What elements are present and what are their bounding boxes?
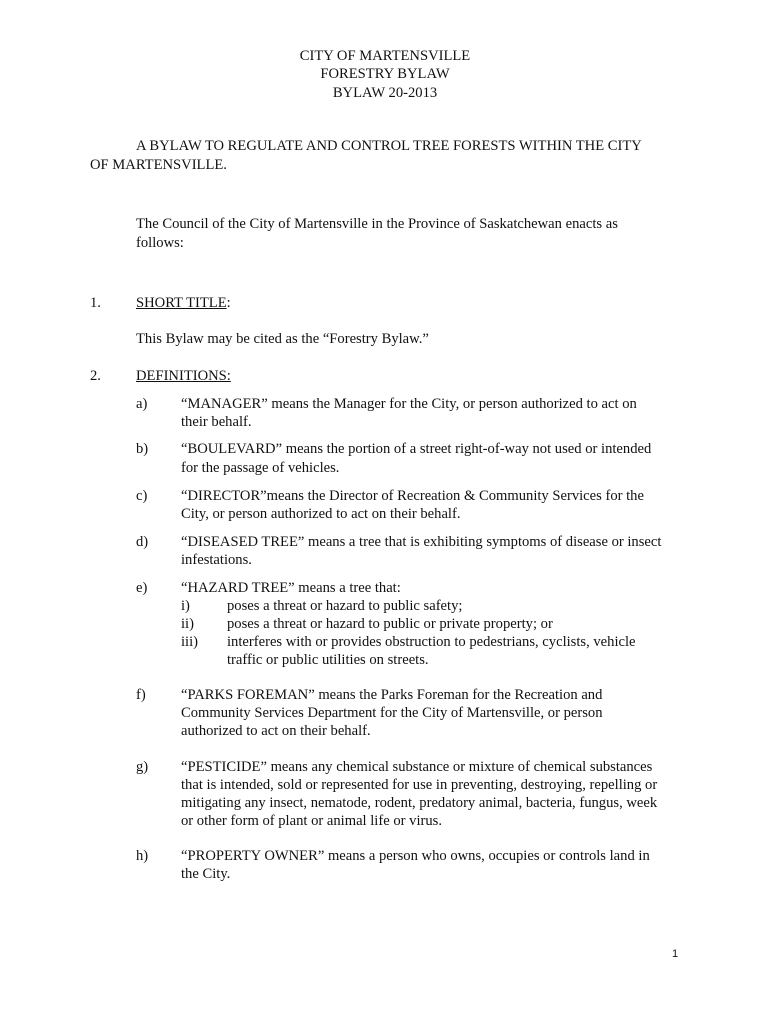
sub-definition-line: poses a threat or hazard to public or private property; or — [227, 616, 553, 632]
definition-line: “PROPERTY OWNER” means a person who owns, occupies or controls land in — [181, 848, 650, 864]
definition-line: or other form of plant or animal life or virus. — [181, 813, 442, 829]
definition-line: infestations. — [181, 552, 252, 568]
definition-line: “MANAGER” means the Manager for the City, or person authorized to act on — [181, 396, 637, 412]
definition-line: “HAZARD TREE” means a tree that: — [181, 580, 401, 596]
sub-definition-line: traffic or public utilities on streets. — [227, 652, 429, 668]
enactment-line-1: The Council of the City of Martensville in the Province of Saskatchewan enacts as — [136, 216, 618, 232]
definition-line: “DIRECTOR”means the Director of Recreation & Community Services for the — [181, 488, 644, 504]
definition-line: “PESTICIDE” means any chemical substance or mixture of chemical substances — [181, 759, 653, 775]
definition-label: e) — [136, 580, 148, 596]
bylaw-title-city: CITY OF MARTENSVILLE — [299, 48, 471, 64]
section-2-number: 2. — [90, 368, 101, 384]
section-1-heading-colon: : — [226, 295, 231, 311]
definition-line: that is intended, sold or represented for use in preventing, destroying, repelling or — [181, 777, 658, 793]
sub-definition-label: i) — [181, 598, 190, 614]
definition-label: b) — [136, 441, 149, 457]
section-1-heading-text: SHORT TITLE — [136, 295, 227, 311]
definition-label: c) — [136, 488, 148, 504]
definition-line: for the passage of vehicles. — [181, 460, 340, 476]
definition-line: “PARKS FOREMAN” means the Parks Foreman for the Recreation and — [181, 687, 603, 703]
sub-definition-line: poses a threat or hazard to public safety; — [227, 598, 463, 614]
definition-label: f) — [136, 687, 146, 703]
definition-line: City, or person authorized to act on their behalf. — [181, 506, 461, 522]
definition-label: g) — [136, 759, 149, 775]
definition-line: authorized to act on their behalf. — [181, 723, 371, 739]
definition-label: a) — [136, 396, 148, 412]
sub-definition-label: ii) — [181, 616, 194, 632]
bylaw-title-number: BYLAW 20-2013 — [332, 85, 438, 101]
section-2-heading: DEFINITIONS: — [136, 368, 231, 384]
purpose-line-1: A BYLAW TO REGULATE AND CONTROL TREE FORESTS WITHIN THE CITY — [136, 138, 642, 154]
sub-definition-line: interferes with or provides obstruction to pedestrians, cyclists, vehicle — [227, 634, 636, 650]
section-1-number: 1. — [90, 295, 101, 311]
purpose-line-2: OF MARTENSVILLE. — [90, 157, 227, 173]
definition-line: mitigating any insect, nematode, rodent, predatory animal, bacteria, fungus, week — [181, 795, 658, 811]
definition-label: d) — [136, 534, 149, 550]
definition-line: “DISEASED TREE” means a tree that is exhibiting symptoms of disease or insect — [181, 534, 662, 550]
section-1-heading — [136, 294, 231, 312]
bylaw-title-name: FORESTRY BYLAW — [320, 66, 450, 82]
definition-line: Community Services Department for the City of Martensville, or person — [181, 705, 603, 721]
definition-label: h) — [136, 848, 149, 864]
page-number: 1 — [672, 948, 679, 960]
enactment-line-2: follows: — [136, 235, 184, 251]
section-1-body: This Bylaw may be cited as the “Forestry Bylaw.” — [136, 331, 429, 347]
definition-line: their behalf. — [181, 414, 252, 430]
sub-definition-label: iii) — [181, 634, 199, 650]
definition-line: “BOULEVARD” means the portion of a street right-of-way not used or intended — [181, 441, 652, 457]
definition-line: the City. — [181, 866, 231, 882]
